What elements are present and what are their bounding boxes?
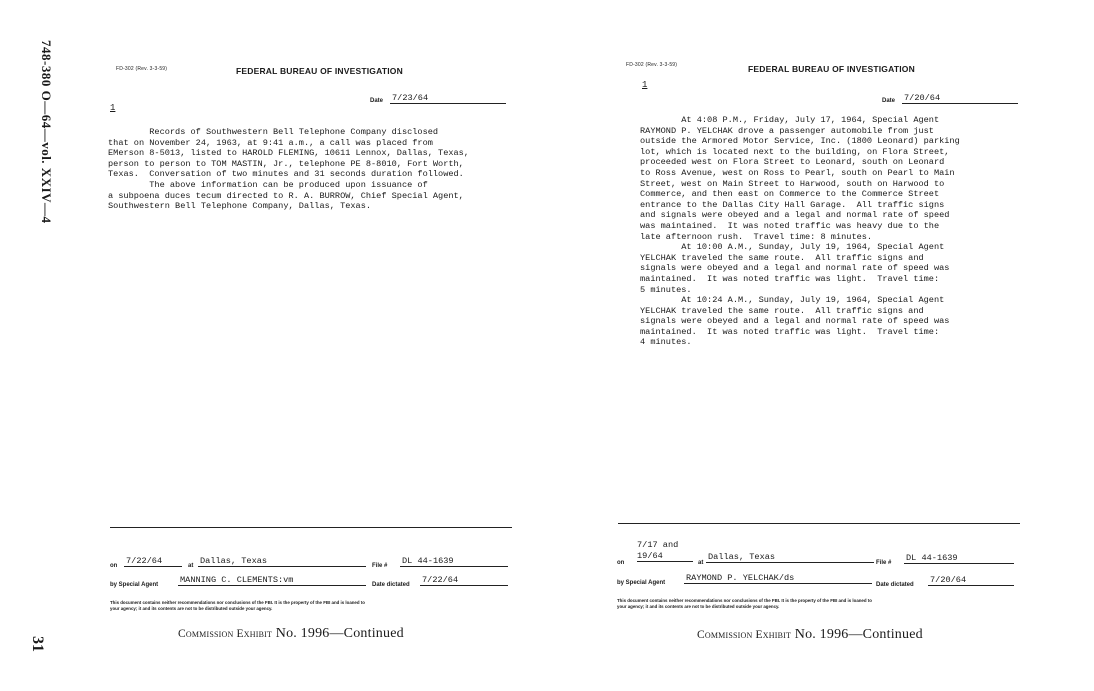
right-caption-smallcaps: Commission Exhibit	[697, 629, 792, 641]
right-caption-rest: No. 1996—Continued	[794, 627, 923, 642]
left-date-value: 7/23/64	[390, 93, 506, 104]
right-body-line: entrance to the Dallas City Hall Garage. All traffic signs	[640, 199, 945, 210]
right-form-number: FD-302 (Rev. 3-3-59)	[626, 62, 678, 68]
left-at-value: Dallas, Texas	[198, 556, 366, 567]
right-at-value: Dallas, Texas	[706, 552, 874, 563]
left-body-line: Southwestern Bell Telephone Company, Dallas, Texas.	[108, 201, 372, 212]
right-body-line: Street, west on Main Street to Harwood, south on Harwood to	[640, 178, 945, 189]
right-on-value-line: 19/64	[637, 551, 693, 563]
left-body	[108, 127, 469, 212]
right-disclaimer-line: This document contains neither recommendations nor conclusions of the FBI. It is the property of the FBI and is loaned to	[617, 598, 872, 603]
right-body-line: YELCHAK traveled the same route. All traffic signs and	[640, 305, 924, 316]
left-disclaimer-line: This document contains neither recommendations nor conclusions of the FBI. It is the property of the FBI and is loaned to	[110, 600, 365, 605]
right-body-line: At 4:08 P.M., Friday, July 17, 1964, Special Agent	[640, 115, 940, 125]
right-body-line: RAYMOND P. YELCHAK drove a passenger automobile from just	[640, 125, 934, 136]
right-dictated-label: Date dictated	[876, 582, 914, 588]
right-date-value: 7/20/64	[902, 93, 1018, 104]
left-by-label: by Special Agent	[110, 582, 159, 588]
right-body-line: to Ross Avenue, west on Ross to Pearl, south on Pearl to Main	[640, 167, 955, 178]
right-body-line: was maintained. It was noted traffic was heavy due to the	[640, 220, 940, 231]
left-disclaimer	[110, 600, 520, 612]
left-on-label: on	[110, 563, 118, 569]
right-body-line: Commerce, and then east on Commerce to the Commerce Street	[640, 189, 940, 200]
left-body-line: Records of Southwestern Bell Telephone Company disclosed	[108, 127, 439, 137]
right-file-label: File #	[876, 560, 892, 566]
right-body-line: 4 minutes.	[640, 337, 692, 348]
right-body-line: signals were obeyed and a legal and normal rate of speed was	[640, 316, 950, 327]
right-page-marker: 1	[642, 80, 648, 90]
right-body-line: and signals were obeyed and a legal and normal rate of speed	[640, 210, 950, 221]
right-body-line: At 10:00 A.M., Sunday, July 19, 1964, Special Agent	[640, 242, 945, 253]
left-body-line: a subpoena duces tecum directed to R. A. BURROW, Chief Special Agent,	[108, 190, 464, 201]
left-on-value: 7/22/64	[124, 556, 182, 567]
right-footer-rule	[618, 523, 1020, 524]
right-body-line: late afternoon rush. Travel time: 8 minutes.	[640, 231, 873, 242]
left-body-line: The above information can be produced upon issuance of	[108, 179, 428, 190]
right-body-line: lot, which is located next to the building, on Flora Street,	[640, 146, 950, 157]
right-agency-header: FEDERAL BUREAU OF INVESTIGATION	[748, 64, 915, 74]
left-body-line: person to person to TOM MASTIN, Jr., telephone PE 8-8010, Fort Worth,	[108, 158, 464, 169]
right-on-value-line: 7/17 and	[637, 540, 679, 550]
right-disclaimer-line: your agency; it and its contents are not to be distributed outside your agency.	[617, 604, 780, 609]
right-on-label: on	[617, 560, 625, 566]
left-by-value: MANNING C. CLEMENTS:vm	[178, 575, 366, 586]
left-body-line: Texas. Conversation of two minutes and 31 seconds duration followed.	[108, 169, 464, 180]
right-on-value	[637, 540, 693, 562]
right-file-value: DL 44-1639	[904, 553, 1014, 564]
right-body-line: signals were obeyed and a legal and normal rate of speed was	[640, 263, 950, 274]
left-date-label: Date	[370, 98, 384, 104]
left-page-marker: 1	[110, 103, 116, 113]
right-at-label: at	[698, 560, 704, 566]
right-body-line: YELCHAK traveled the same route. All traffic signs and	[640, 252, 924, 263]
left-footer-rule	[110, 527, 512, 528]
right-body-line: 5 minutes.	[640, 284, 692, 295]
left-body-line: EMerson 8-5013, listed to HAROLD FLEMING, 10611 Lennox, Dallas, Texas,	[108, 148, 469, 159]
volume-reference: 748-380 O—64—vol. XXIV—4	[39, 40, 54, 224]
right-caption	[697, 627, 923, 643]
left-file-label: File #	[372, 563, 388, 569]
page-number: 31	[29, 636, 46, 652]
right-body-line: At 10:24 A.M., Sunday, July 19, 1964, Special Agent	[640, 295, 945, 306]
right-by-value: RAYMOND P. YELCHAK/ds	[684, 573, 872, 584]
left-body-line: that on November 24, 1963, at 9:41 a.m., a call was placed from	[108, 137, 433, 148]
left-dictated-label: Date dictated	[372, 582, 410, 588]
left-dictated-value: 7/22/64	[420, 575, 508, 586]
left-form-number: FD-302 (Rev. 3-3-59)	[116, 66, 168, 72]
right-body-line: maintained. It was noted traffic was light. Travel time:	[640, 326, 940, 337]
right-by-label: by Special Agent	[617, 580, 666, 586]
right-dictated-value: 7/20/64	[928, 575, 1014, 586]
right-body	[640, 115, 960, 348]
left-caption-rest: No. 1996—Continued	[275, 626, 404, 641]
right-date-label: Date	[882, 98, 896, 104]
left-caption	[178, 626, 404, 642]
right-body-line: maintained. It was noted traffic was light. Travel time:	[640, 273, 940, 284]
left-disclaimer-line: your agency; it and its contents are not to be distributed outside your agency.	[110, 606, 273, 611]
left-caption-smallcaps: Commission Exhibit	[178, 628, 273, 640]
right-body-line: proceeded west on Flora Street to Leonard, south on Leonard	[640, 157, 945, 168]
left-at-label: at	[188, 563, 194, 569]
right-disclaimer	[617, 598, 1027, 610]
left-agency-header: FEDERAL BUREAU OF INVESTIGATION	[236, 66, 403, 76]
right-body-line: outside the Armored Motor Service, Inc. (1800 Leonard) parking	[640, 136, 960, 147]
left-file-value: DL 44-1639	[400, 556, 508, 567]
